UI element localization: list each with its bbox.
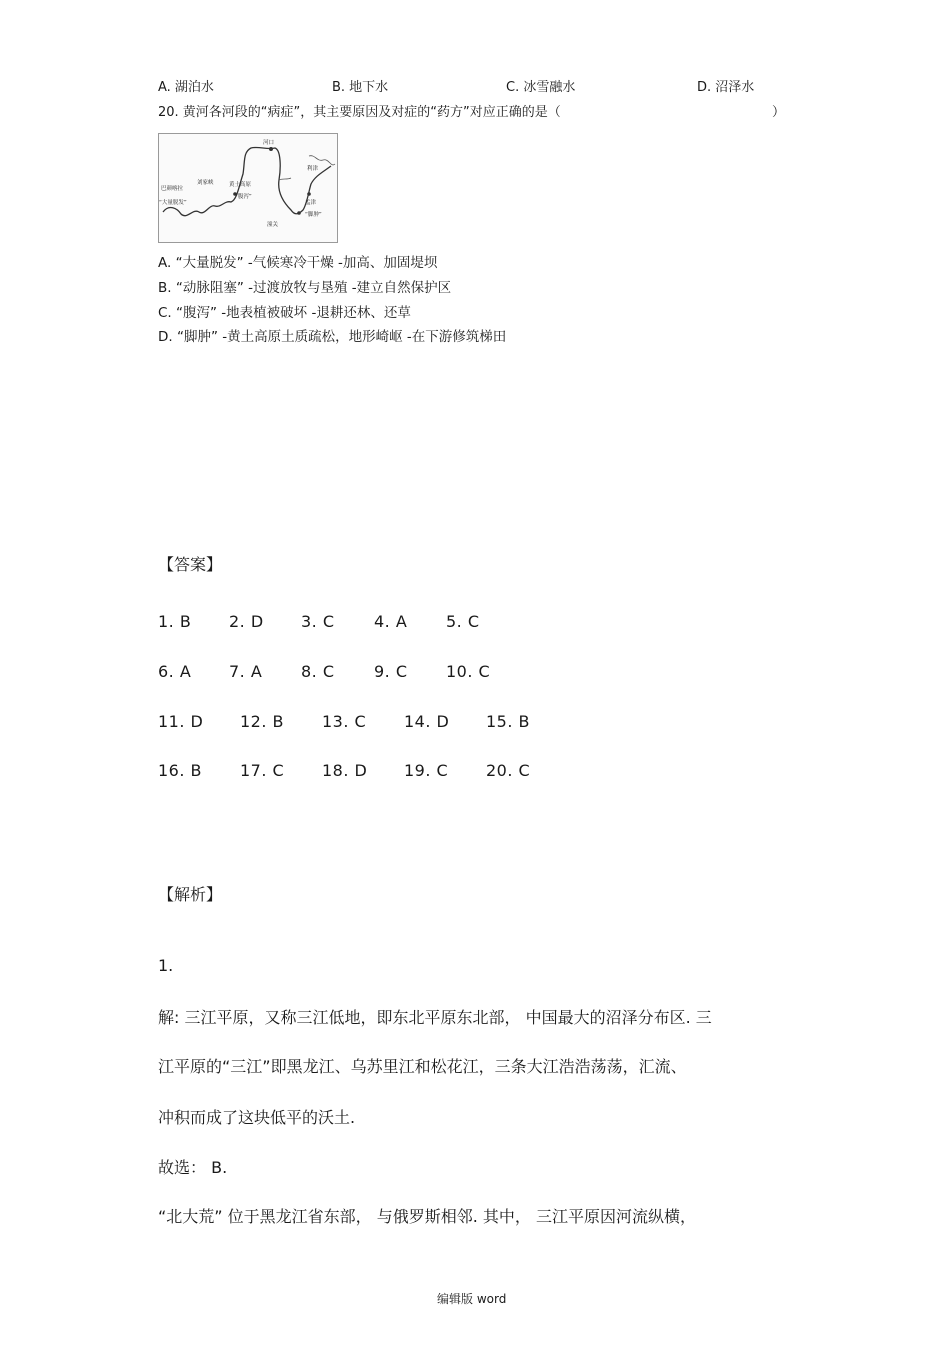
answer-item: 17. C bbox=[240, 761, 285, 780]
coast-line bbox=[309, 156, 335, 165]
answer-item: 8. C bbox=[301, 662, 335, 681]
answer-item: 14. D bbox=[404, 712, 450, 731]
q19-option-a: A. 湖泊水 bbox=[158, 80, 214, 95]
answer-heading: 【答案】 bbox=[158, 555, 223, 574]
map-label-tongguan: 潼关 bbox=[267, 222, 279, 228]
q19-option-d: D. 沼泽水 bbox=[697, 80, 755, 95]
answer-item: 4. A bbox=[374, 612, 408, 631]
answer-item: 6. A bbox=[158, 662, 192, 681]
answer-item: 10. C bbox=[446, 662, 491, 681]
river-tributary bbox=[279, 178, 291, 180]
yellow-river-map-drawing bbox=[159, 134, 337, 242]
map-label-hekou: 河口 bbox=[263, 140, 275, 146]
yellow-river-map bbox=[158, 133, 338, 243]
station-dot bbox=[297, 211, 301, 215]
analysis-line: 冲积而成了这块低平的沃土. bbox=[158, 1108, 356, 1127]
map-label-bayan: 巴颜喀拉 bbox=[161, 186, 184, 192]
q19-option-c: C. 冰雪融水 bbox=[506, 80, 576, 95]
answer-item: 20. C bbox=[486, 761, 531, 780]
q20-option-a: A. “大量脱发” -气候寒冷干燥 -加高、加固堤坝 bbox=[158, 255, 438, 271]
analysis-line: 江平原的“三江”即黑龙江、乌苏里江和松花江，三条大江浩浩荡荡，汇流、 bbox=[158, 1057, 687, 1076]
q20-option-c: C. “腹泻” -地表植被破坏 -退耕还林、还草 bbox=[158, 305, 411, 321]
answer-item: 3. C bbox=[301, 612, 335, 631]
answer-item: 2. D bbox=[229, 612, 264, 631]
answer-item: 12. B bbox=[240, 712, 285, 731]
map-label-liujiaxia: 刘家峡 bbox=[197, 180, 214, 186]
answer-item: 5. C bbox=[446, 612, 480, 631]
station-dot bbox=[307, 192, 311, 196]
q20-stem: 20. 黄河各河段的“病症”，其主要原因及对症的“药方”对应正确的是（ bbox=[158, 105, 561, 120]
answer-item: 11. D bbox=[158, 712, 204, 731]
map-label-lijin: 利津 bbox=[307, 166, 319, 172]
answer-item: 18. D bbox=[322, 761, 368, 780]
q19-option-b: B. 地下水 bbox=[332, 80, 389, 95]
map-label-swelling: “脚肿” bbox=[305, 212, 322, 218]
answer-item: 9. C bbox=[374, 662, 408, 681]
analysis-line: 故选： B. bbox=[158, 1158, 228, 1177]
answer-item: 16. B bbox=[158, 761, 203, 780]
map-label-mengjin: 孟津 bbox=[305, 200, 317, 206]
analysis-line: 解: 三江平原，又称三江低地，即东北平原东北部， 中国最大的沼泽分布区. 三 bbox=[158, 1008, 712, 1027]
analysis-line: “北大荒” 位于黑龙江省东部， 与俄罗斯相邻. 其中， 三江平原因河流纵横， bbox=[158, 1207, 697, 1226]
station-dot bbox=[269, 147, 273, 151]
answer-item: 13. C bbox=[322, 712, 367, 731]
answer-item: 15. B bbox=[486, 712, 531, 731]
answer-item: 7. A bbox=[229, 662, 263, 681]
q20-option-d: D. “脚肿” -黄土高原土质疏松，地形崎岖 -在下游修筑梯田 bbox=[158, 329, 507, 345]
map-label-diarrhea: “腹泻” bbox=[235, 194, 252, 200]
answer-item: 19. C bbox=[404, 761, 449, 780]
map-label-hair-loss: “大量脱发” bbox=[159, 200, 187, 206]
page-footer: 编辑版 word bbox=[437, 1292, 507, 1306]
q20-option-b: B. “动脉阻塞” -过渡放牧与垦殖 -建立自然保护区 bbox=[158, 280, 452, 296]
analysis-item-number: 1. bbox=[158, 956, 174, 975]
answer-item: 1. B bbox=[158, 612, 192, 631]
map-label-loess: 黄土高原 bbox=[229, 182, 252, 188]
q20-stem-close: ） bbox=[772, 105, 786, 120]
analysis-heading: 【解析】 bbox=[158, 885, 223, 904]
